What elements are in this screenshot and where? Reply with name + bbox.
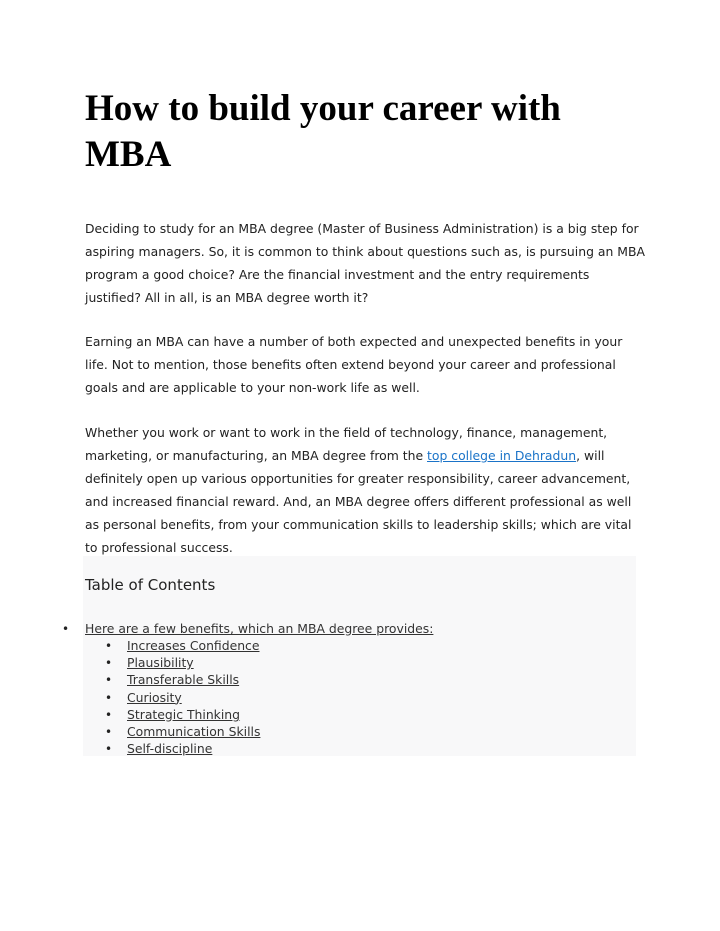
- toc-sub-item: [105, 671, 505, 688]
- career-paragraph: [85, 421, 645, 559]
- intro-paragraph: Deciding to study for an MBA degree (Master of Business Administration) is a big step for aspiring managers. So, it is common to think about questions such as, is pursuing an MBA program a good choice? Are the financial investment and the entry requirements justified? All in all, is an MBA degree worth it?: [85, 221, 645, 305]
- toc-sub-item: [105, 723, 505, 740]
- toc-title: Table of Contents: [85, 576, 216, 594]
- benefits-paragraph: Earning an MBA can have a number of both expected and unexpected benefits in your life. Not to mention, those benefits often extend beyond your career and professional goals and are applicable to your non-work life as well.: [85, 334, 623, 395]
- toc-link-increases-confidence[interactable]: Increases Confidence: [127, 638, 260, 653]
- toc-sub-item: [105, 654, 505, 671]
- toc-sub-item: [105, 740, 505, 757]
- bullet-icon: •: [105, 673, 113, 688]
- toc-sub-item: [105, 706, 505, 723]
- bullet-icon: •: [105, 724, 113, 739]
- toc-link-plausibility[interactable]: Plausibility: [127, 655, 194, 671]
- bullet-icon: •: [62, 622, 70, 636]
- paragraph-text-after-link: , will definitely open up various opportunities for greater responsibility, career advancement, and increased financial reward. And, an MBA degree offers different professional as well as personal benefits, from your communication skills to leadership skills; which are vital to professional success.: [85, 448, 632, 555]
- bullet-icon: •: [105, 656, 113, 671]
- toc-top-item: [62, 620, 622, 638]
- toc-link-benefits[interactable]: Here are a few benefits, which an MBA degree provides:: [85, 621, 434, 636]
- toc-link-self-discipline[interactable]: Self-discipline: [127, 741, 213, 757]
- bullet-icon: •: [105, 639, 113, 653]
- toc-link-curiosity[interactable]: Curiosity: [127, 689, 182, 705]
- paragraph-text-before-link: Whether you work or want to work in the field of technology, finance, management, marketing, or manufacturing, an MBA degree from the: [85, 425, 608, 463]
- toc-sub-item: [105, 637, 505, 654]
- bullet-icon: •: [105, 707, 113, 722]
- page-title: How to build your career with MBA: [85, 88, 561, 175]
- toc-link-strategic-thinking[interactable]: Strategic Thinking: [127, 706, 241, 722]
- toc-sub-item: [105, 689, 505, 706]
- bullet-icon: •: [105, 742, 113, 757]
- toc-sub-list: [105, 637, 505, 757]
- toc-link-transferable-skills[interactable]: Transferable Skills: [127, 672, 240, 688]
- toc-link-communication-skills[interactable]: Communication Skills: [127, 723, 261, 739]
- bullet-icon: •: [105, 690, 113, 705]
- top-college-link[interactable]: top college in Dehradun: [427, 448, 577, 463]
